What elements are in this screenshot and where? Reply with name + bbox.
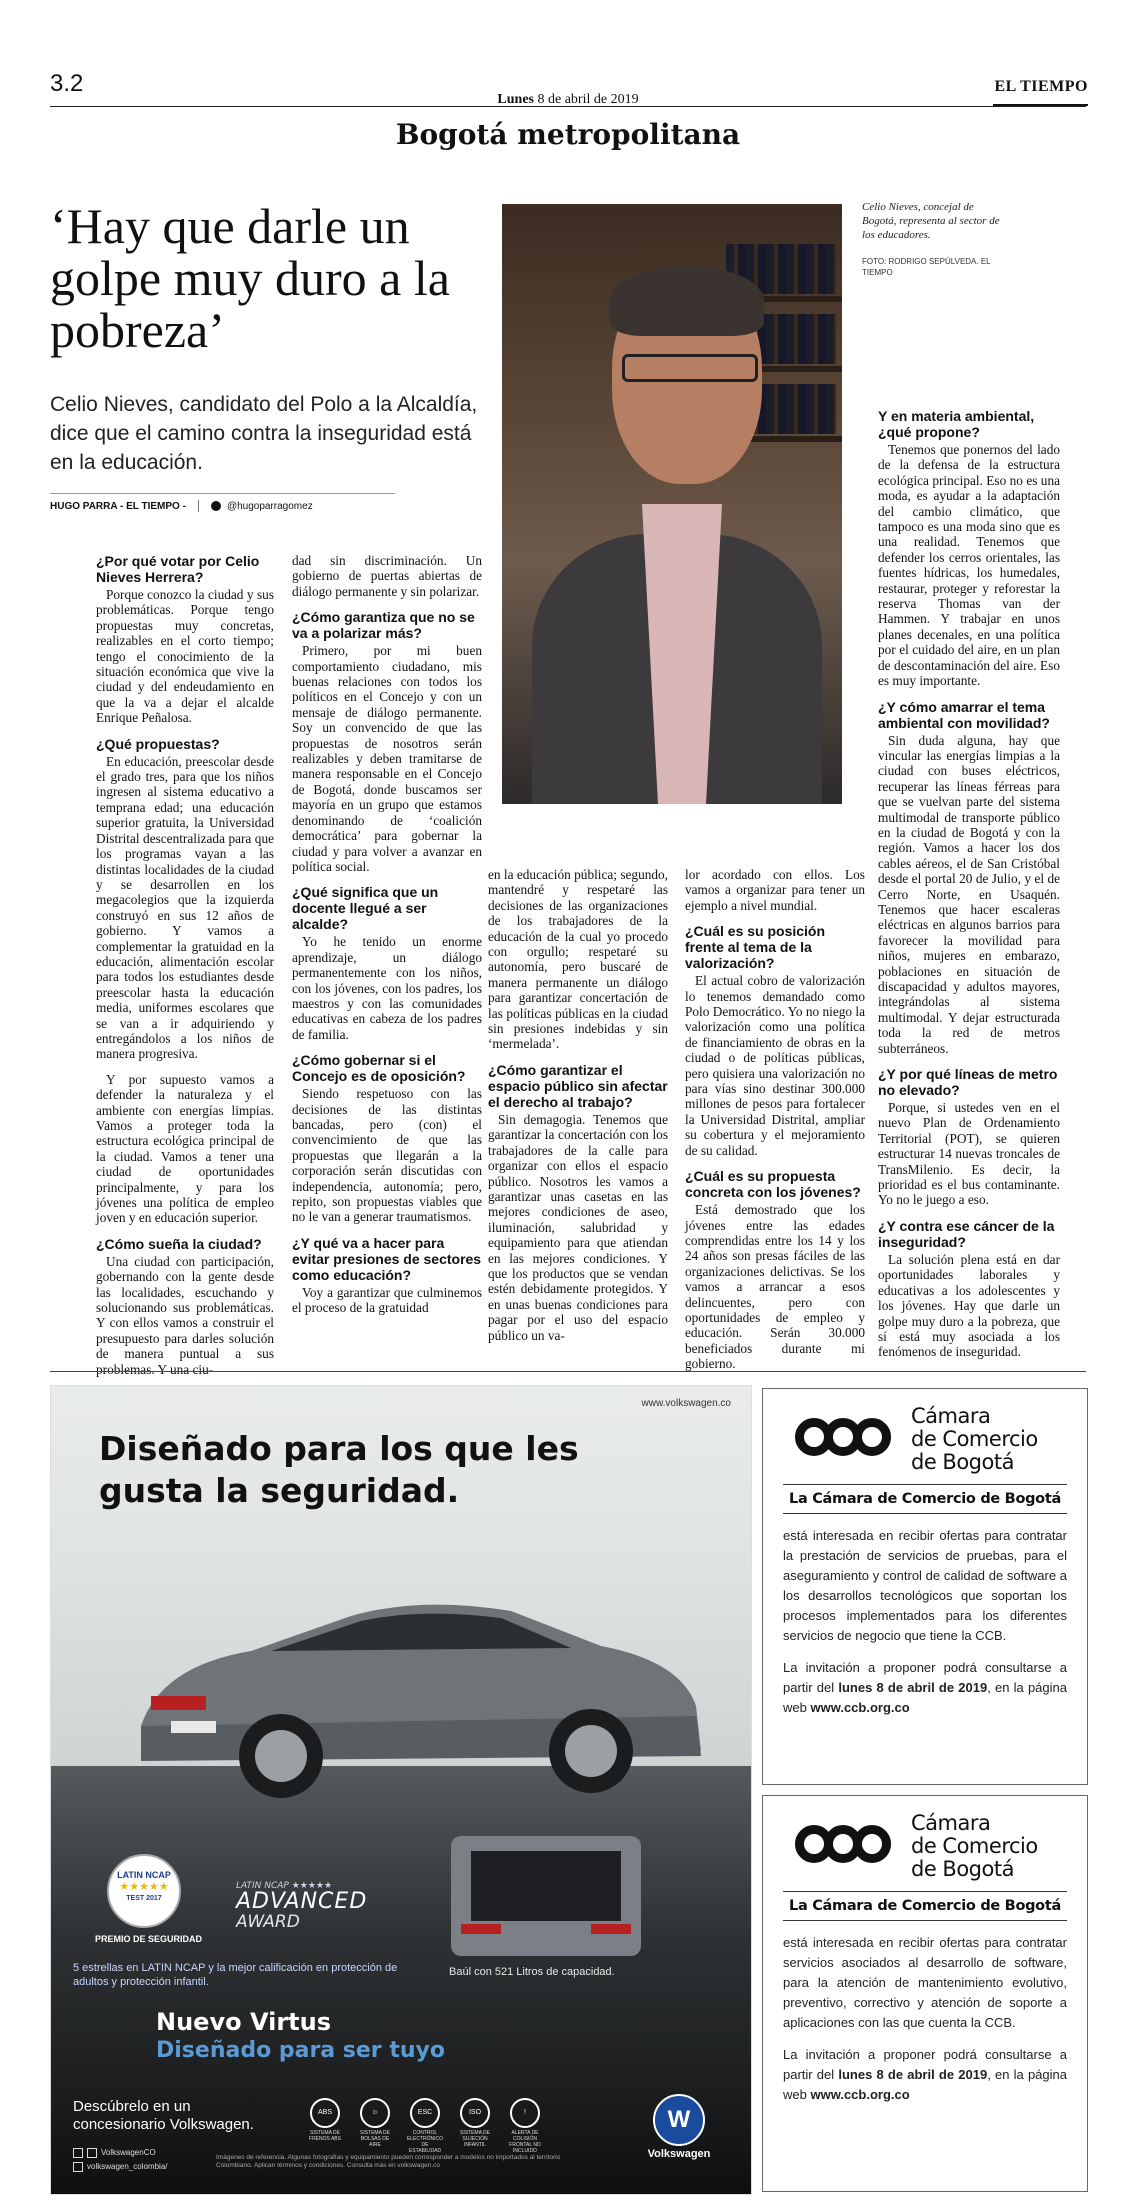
invite-text: La invitación a proponer podrá consultarse a partir del: [783, 1660, 1067, 1695]
award-line-2: AWARD: [236, 1912, 300, 1932]
subject-glasses: [622, 354, 758, 382]
facebook-icon: [73, 2148, 83, 2158]
facebook-twitter-link[interactable]: [73, 2146, 168, 2160]
photo-caption: Celio Nieves, concejal de Bogotá, representa al sector de los educadores.: [862, 201, 1000, 241]
isofix-icon-label: SISTEMA DE SUJECIÓN INFANTIL: [459, 2130, 490, 2148]
safety-award-label: PREMIO DE SEGURIDAD: [95, 1934, 203, 1944]
stability-icon-label: CONTROL ELECTRÓNICO DE ESTABILIDAD: [406, 2130, 444, 2154]
ccb-logo-line-3: de Bogotá: [911, 1450, 1014, 1474]
photo-credit: FOTO: RODRIGO SEPÚLVEDA. EL TIEMPO: [862, 257, 991, 277]
answer: El actual cobro de valorización lo tenemos demandado como Polo Democrático. Yo no niego la valorización como una política de financiamiento de obras en la ciudad o de políticas públicas, pero quisiera una valorización no para vías sino destinar 300.000 millones de pesos para fortalecer la Universidad Distrital, ampliar su cobertura y el mejoramiento de su calidad.: [685, 973, 865, 1158]
latin-ncap-badge: [107, 1854, 181, 1928]
article-headline: ‘Hay que darle un golpe muy duro a la pobreza’: [50, 198, 450, 358]
answer: Sin demagogia. Tenemos que garantizar la concertación con los trabajadores de la calle para organizar con ellos el espacio público. Nosotros les vamos a garantizar unas casetas en las mejores condiciones de aseo, iluminación, salubridad y equipamiento para que atiendan en las mejores condiciones. Y que los productos que se vendan estén debidamente protegidos. Y en unas buenas condiciones para pagar por el uso del espacio público un va-: [488, 1111, 668, 1343]
answer: Siendo respetuoso con las decisiones de las distintas bancadas, pero (con) el convencimiento de que las propuestas que llegarán a la corporación serán discutidas con independencia, autonomía; pero, repito, son propuestas viables que no le van a generar traumatismos.: [292, 1086, 482, 1225]
newspaper-brand: EL TIEMPO: [994, 78, 1088, 95]
badge-stars: ★★★★★: [119, 1881, 169, 1893]
question: ¿Cómo garantizar el espacio público sin afectar el derecho al trabajo?: [488, 1061, 668, 1110]
social-links: [73, 2146, 168, 2174]
trunk-text: Baúl con 521 Litros de capacidad.: [449, 1966, 615, 1978]
answer: Porque, si ustedes ven en el nuevo Plan de Ordenamiento Territorial (POT), se quieren estructurar 14 nuevas troncales de TransMilenio. Es decir, la prioridad es el bus contaminante. Yo no le juego a eso.: [878, 1100, 1060, 1208]
ccb-logo: [763, 1389, 1087, 1484]
question: ¿Por qué votar por Celio Nieves Herrera?: [96, 553, 260, 585]
volkswagen-brand: Volkswagen: [647, 2148, 711, 2160]
ncap-text: 5 estrellas en LATIN NCAP y la mejor calificación en protección de adultos y protección infantil.: [73, 1962, 398, 1988]
section-title: Bogotá metropolitana: [395, 118, 741, 151]
ccb-ad-1[interactable]: [762, 1388, 1088, 1785]
abs-icon-label: SISTEMA DE FRENOS ABS: [309, 2130, 341, 2142]
ccb-ad-2[interactable]: [762, 1795, 1088, 2192]
article-column-3: [488, 867, 668, 1353]
stability-icon: [406, 2098, 444, 2154]
airbag-icon-symbol: ☺: [360, 2098, 390, 2128]
answer: Yo he tenido un enorme aprendizaje, un diálogo permanentemente con los niños, con los jóvenes, con los padres, los maestros y con las comunidades educativas en cabeza de los padres de familia.: [292, 934, 482, 1042]
badge-brand: LATIN NCAP: [117, 1870, 171, 1880]
header-rule: [50, 106, 1086, 107]
abs-icon: [306, 2098, 344, 2154]
question: ¿Cómo garantiza que no se va a polarizar más?: [292, 609, 475, 642]
ccb-ad-title: La Cámara de Comercio de Bogotá: [783, 1891, 1067, 1921]
article-column-5: [878, 408, 1060, 1370]
ccb-ad-body: está interesada en recibir ofertas para contratar servicios asociados al desarrollo de software, para la atención de mantenimiento evolutivo, preventivo, correctivo y atención de soporte a aplicaciones con las que cuenta la CCB.: [783, 1935, 1067, 2030]
ccb-logo-line-2: de Comercio: [911, 1834, 1038, 1858]
question: ¿Qué propuestas?: [96, 735, 220, 752]
article-deck: Celio Nieves, candidato del Polo a la Alcaldía, dice que el camino contra la inseguridad está en la educación.: [50, 393, 478, 474]
alert-icon-symbol: !: [510, 2098, 540, 2128]
answer: dad sin discriminación. Un gobierno de puertas abiertas de diálogo permanente y sin polarizar.: [292, 553, 482, 599]
answer: Una ciudad con participación, gobernando con la gente desde las localidades, escuchando y solucionando sus problemáticas. Y con ellos vamos a construir el presupuesto para darles solución de manera puntual a sus problemas. Y una ciu-: [96, 1253, 274, 1377]
safety-icons: [306, 2098, 544, 2154]
answer: Tenemos que ponernos del lado de la defensa de la estructura ecológica principal. Eso no es una moda, es ayudar a la adaptación del cambio climático, que tampoco es una moda sino que es una realidad. Tenemos que defender los cerros orientales, las fuentes hídricas, los humedales, restaurar, proteger y reforestar la reserva Thomas van der Hammen. Y trabajar en unos planes decenales, en una política por el cuidado del aire, en un plan de descontaminación del aire. Eso es muy importante.: [878, 442, 1060, 689]
byline-handle[interactable]: @hugoparragomez: [226, 500, 313, 512]
facebook-twitter-handle: VolkswagenCO: [101, 2148, 156, 2157]
ad-fine-print: Imágenes de referencia. Algunas fotografías y equipamiento pueden corresponder a modelos no importados al territorio Colombiano. Aplican términos y condiciones. Consulta más en volkswagen.co: [216, 2154, 561, 2169]
ccb-logo-line-1: Cámara: [911, 1404, 991, 1428]
question: ¿Qué significa que un docente llegué a ser alcalde?: [292, 884, 439, 933]
ccb-ad-title: La Cámara de Comercio de Bogotá: [783, 1484, 1067, 1514]
ccb-logo-text: [911, 1405, 1038, 1474]
ccb-logo-line-1: Cámara: [911, 1811, 991, 1835]
question: ¿Y por qué líneas de metro no elevado?: [878, 1066, 1058, 1099]
twitter-icon: [87, 2148, 97, 2158]
model-tagline: Diseñado para ser tuyo: [156, 2038, 445, 2063]
invite-url[interactable]: www.ccb.org.co: [810, 2087, 910, 2102]
alert-icon: [506, 2098, 544, 2154]
car-image: [121, 1556, 711, 1806]
answer: Está demostrado que los jóvenes entre las edades comprendidas entre los 14 y los 24 años son presas fáciles de las organizaciones delictivas. Se los vamos a arrancar a esos delincuentes, pero con oportunidades de empleo y educación. Serán 30.000 beneficiados durante mi gobierno.: [685, 1202, 865, 1372]
byline-separator: [198, 500, 199, 512]
twitter-icon: [211, 501, 221, 511]
invite-text: La invitación a proponer podrá consultarse a partir del: [783, 2047, 1067, 2082]
invite-date: lunes 8 de abril de 2019: [838, 1680, 988, 1695]
ccb-ad-invitation: [763, 1646, 1087, 1730]
question: ¿Cómo sueña la ciudad?: [96, 1235, 262, 1252]
volkswagen-logo-icon: W: [653, 2094, 705, 2146]
answer: Primero, por mi buen comportamiento ciudadano, mis buenas relaciones con todos los políticos en el Concejo y con un mensaje de diálogo permanente. Soy un convencido de que las propuestas de nosotros serán realizables y deben tramitarse de manera responsable en el Concejo de Bogotá, donde buscamos ser mayoría en un grupo que estamos denominando de ‘coalición democrática’ para gobernar la ciudad y para volver a avanzar en política social.: [292, 643, 482, 874]
answer: Y por supuesto vamos a defender la naturaleza y el ambiente con energías limpias. Vamos a proteger toda la estructura ecológica principal de la ciudad. Vamos a tener una ciudad de oportunidades principalmente, y para los jóvenes una política de empleo joven y en educación superior.: [96, 1071, 274, 1226]
answer: La solución plena está en dar oportunidades laborales y educativas a los adolescentes y los jóvenes. Hay que darle un golpe muy duro a la pobreza, que sí está muy asociada a los fenómenos de inseguridad.: [878, 1251, 1060, 1360]
advanced-award: [236, 1881, 396, 1931]
issue-day: Lunes: [497, 92, 534, 107]
question: ¿Cómo gobernar si el Concejo es de oposición?: [292, 1052, 466, 1085]
ccb-logo-line-3: de Bogotá: [911, 1857, 1014, 1881]
answer: Porque conozco la ciudad y sus problemáticas. Porque tengo propuestas muy concretas, realizables en el corto tiempo; tengo el conocimiento de la situación económica que vive la ciudad y del endeudamiento en que la va a dejar el alcalde Enrique Peñalosa.: [96, 587, 274, 726]
article-photo: [502, 204, 842, 804]
article-column-4: [685, 867, 865, 1382]
ad-headline: Diseñado para los que les gusta la seguridad.: [99, 1429, 579, 1510]
airbag-icon: [356, 2098, 394, 2154]
instagram-icon: [73, 2162, 83, 2172]
subject-hair: [610, 266, 764, 336]
airbag-icon-label: SISTEMA DE BOLSAS DE AIRE: [359, 2130, 390, 2148]
article-column-2: [292, 553, 482, 1326]
ccb-logo-text: [911, 1812, 1038, 1881]
ccb-logo-line-2: de Comercio: [911, 1427, 1038, 1451]
ccb-logo: [763, 1796, 1087, 1891]
ccb-logo-icon: [795, 1411, 891, 1463]
brand-rule: [993, 104, 1088, 106]
invite-text: , en la página web: [783, 2067, 1067, 2102]
issue-date-text: 8 de abril de 2019: [537, 92, 639, 107]
answer: En educación, preescolar desde el grado tres, para que los niños ingresen al sistema educativo a temprana edad; una educación superior gratuita, la Universidad Distrital descentralizada para que los programas vayan a las distintas localidades de la ciudad y se desarrollen en los megacolegios que la izquierda construyó en sus 12 años de gobierno. Y vamos a complementar la gratuidad en la educación, alimentación escolar para todos los estudiantes desde preescolar hasta la educación media, uniformes escolares que se van a ir adquiriendo y entregándolos a los niños de manera progresiva.: [96, 753, 274, 1062]
trunk-image: [441, 1816, 651, 1976]
alert-icon-label: ALERTA DE COLISIÓN FRONTAL NO INCLUIDO: [509, 2130, 541, 2154]
instagram-link[interactable]: [73, 2160, 168, 2174]
dealer-cta: Descúbrelo en un concesionario Volkswagen.: [73, 2098, 254, 2133]
question: ¿Y qué va a hacer para evitar presiones de sectores como educación?: [292, 1234, 482, 1283]
advertising-rule: [50, 1371, 1086, 1372]
answer: lor acordado con ellos. Los vamos a organizar para tener un ejemplo a nivel mundial.: [685, 867, 865, 913]
byline-rule: [50, 493, 395, 494]
question: ¿Cuál es su propuesta concreta con los jóvenes?: [685, 1168, 861, 1201]
ccb-logo-icon: [795, 1818, 891, 1870]
page-number: 3.2: [50, 70, 84, 97]
invite-text: , en la página web: [783, 1680, 1067, 1715]
ad-url[interactable]: www.volkswagen.co: [641, 1398, 731, 1409]
stability-icon-symbol: ESC: [410, 2098, 440, 2128]
award-top: LATIN NCAP ★★★★★: [236, 1881, 333, 1891]
instagram-handle: volkswagen_colombia/: [87, 2162, 168, 2171]
article-column-1: [96, 553, 274, 1387]
model-name: Nuevo Virtus: [156, 2008, 331, 2036]
question: Y en materia ambiental, ¿qué propone?: [878, 408, 1035, 440]
badge-year: TEST 2017: [126, 1895, 162, 1902]
answer: Sin duda alguna, hay que vincular las energías limpias a la ciudad con buses eléctricos, recuperar las líneas férreas para que se vuelvan parte del sistema multimodal de transporte público en la ciudad de Bogotá y con la región. Vamos a hacer los dos cables aéreos, el de San Cristóbal desde el portal 20 de Julio, y el de Cerro Norte, en Usaquén. Tenemos que hacer escaleras eléctricas en algunos barrios para favorecer la movilidad para niños, mujeres en embarazo, poblaciones en situación de discapacidad y adultos mayores, integrándolas al sistema multimodal. Y dejar estructurada toda la red de metros subterráneos.: [878, 732, 1060, 1056]
award-line-1: ADVANCED: [236, 1889, 368, 1914]
question: ¿Cuál es su posición frente al tema de la valorización?: [685, 923, 826, 972]
invite-url[interactable]: www.ccb.org.co: [810, 1700, 910, 1715]
question: ¿Y contra ese cáncer de la inseguridad?: [878, 1217, 1055, 1250]
byline-author: HUGO PARRA - EL TIEMPO -: [50, 500, 186, 512]
answer: en la educación pública; segundo, mantendré y respetaré las decisiones de las organizaciones de los trabajadores de la educación de la cual yo procedo con orgullo; respetaré su autonomía, pero buscaré de manera permanente un diálogo para garantizar concertación de las políticas públicas en la ciudad sin presiones indebidas y sin ‘mermelada’.: [488, 867, 668, 1052]
answer: Voy a garantizar que culminemos el proceso de la gratuidad: [292, 1284, 482, 1316]
volkswagen-ad[interactable]: [50, 1385, 752, 2195]
question: ¿Y cómo amarrar el tema ambiental con movilidad?: [878, 698, 1050, 731]
ccb-ad-invitation: [763, 2033, 1087, 2117]
isofix-icon-symbol: ISO: [460, 2098, 490, 2128]
abs-icon-symbol: ABS: [310, 2098, 340, 2128]
byline: [50, 500, 410, 512]
isofix-icon: [456, 2098, 494, 2154]
ccb-ad-body: está interesada en recibir ofertas para contratar la prestación de servicios de pruebas, para el aseguramiento y control de calidad de software a los desarrollos tecnológicos que soportan los procesos implementados para los diferentes servicios de negocio que tiene la CCB.: [783, 1528, 1067, 1643]
invite-date: lunes 8 de abril de 2019: [838, 2067, 988, 2082]
